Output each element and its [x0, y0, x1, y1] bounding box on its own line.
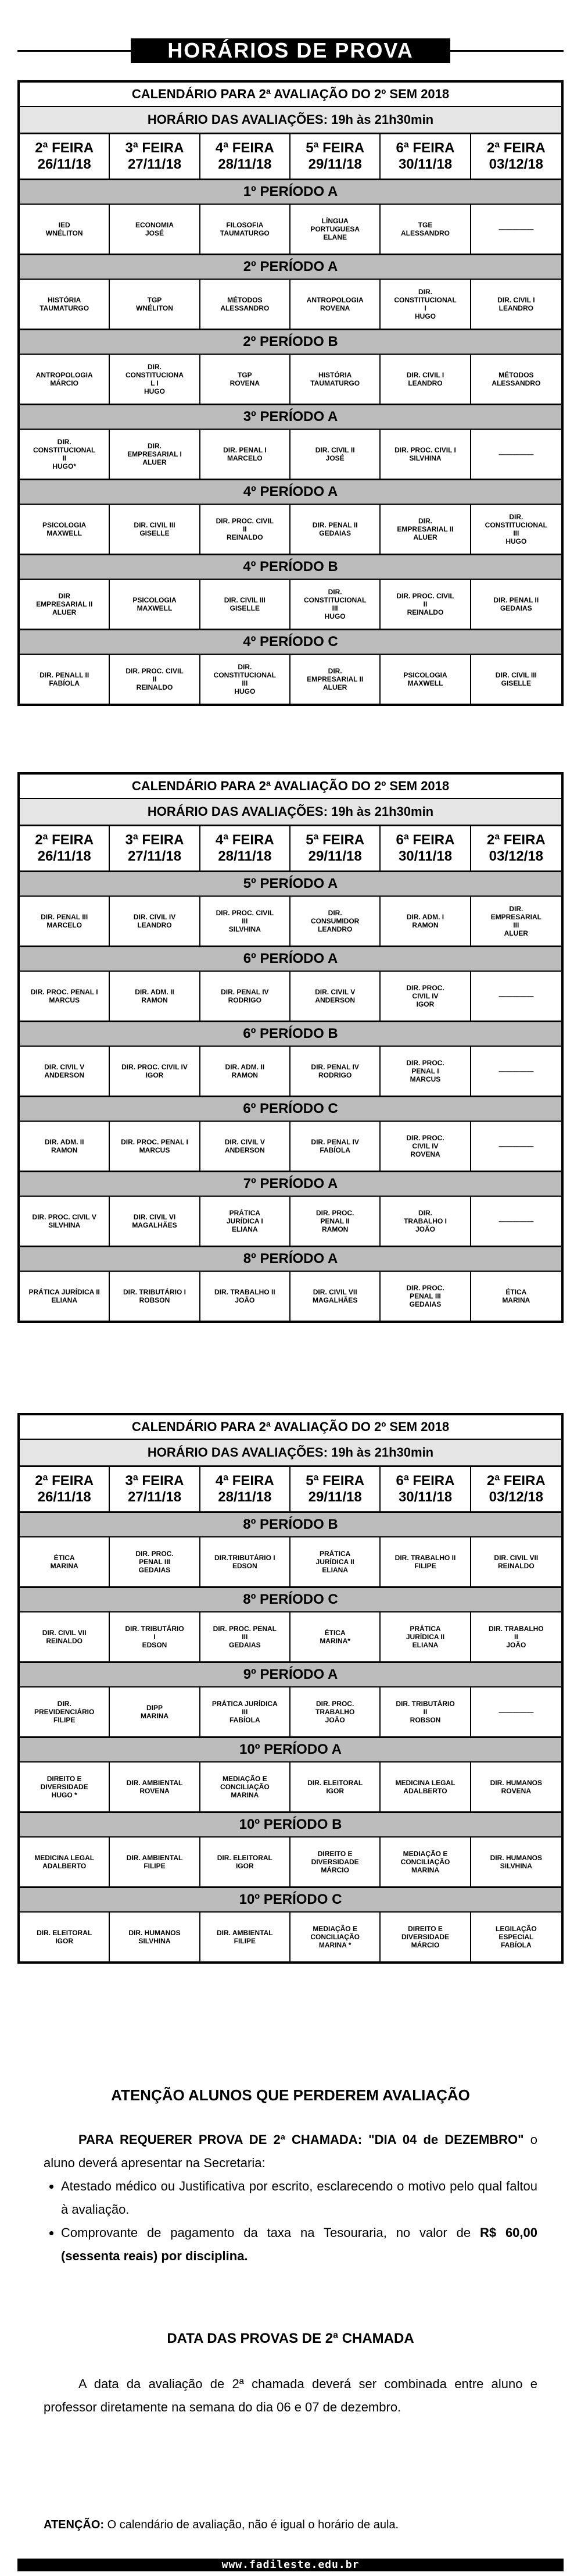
subject-cell: —————	[498, 992, 534, 1000]
weekday-date: 26/11/18	[37, 156, 91, 172]
weekday-header-row	[20, 134, 561, 180]
weekday-date: 27/11/18	[127, 156, 182, 172]
subject-cell: DIREITO E DIVERSIDADE HUGO *	[20, 1762, 110, 1811]
subject-cell: DIR.TRIBUTÁRIO I EDSON	[200, 1537, 290, 1586]
subject-cell: DIR. PROC. CIVIL II REINALDO	[110, 655, 200, 704]
subject-cell: MEDICINA LEGAL ADALBERTO	[20, 1838, 110, 1886]
subject-cell: DIR. CONSTITUCIONAL III HUGO	[485, 513, 547, 545]
notice-block	[44, 2128, 537, 2268]
period-subjects-row	[20, 972, 561, 1022]
subject-cell: DIR. ELEITORAL IGOR	[200, 1838, 290, 1886]
subject-cell: DIR. PROC. CIVIL IV IGOR	[381, 972, 471, 1021]
subject-cell: DIR. CIVIL V ANDERSON	[20, 1047, 110, 1096]
subject-cell: —————	[498, 1217, 534, 1225]
subject-cell: —————	[498, 1142, 534, 1150]
subject-cell: DIR. PROC. CIVIL III SILVHINA	[200, 897, 290, 946]
subject-cell: DIR. PENAL III MARCELO	[20, 897, 110, 946]
weekday-header	[290, 1467, 381, 1511]
subject-cell: ECONOMIA JOSÉ	[110, 205, 200, 254]
calendar-title: CALENDÁRIO PARA 2ª AVALIAÇÃO DO 2º SEM 2018	[20, 83, 561, 107]
subject-cell: PRÁTICA JURÍDICA III FABÍOLA	[200, 1687, 290, 1736]
weekday-date: 30/11/18	[398, 848, 453, 864]
weekday-date: 03/12/18	[489, 1489, 544, 1505]
subject-cell: FILOSOFIA TAUMATURGO	[200, 205, 290, 254]
notice-heading: ATENÇÃO ALUNOS QUE PERDEREM AVALIAÇÃO	[111, 2086, 470, 2104]
weekday-header	[110, 826, 200, 870]
subject-cell: TGP WNÉLITON	[110, 280, 200, 329]
period-subjects-row	[20, 1122, 561, 1172]
calendar-title: CALENDÁRIO PARA 2ª AVALIAÇÃO DO 2º SEM 2018	[20, 775, 561, 799]
subject-cell: DIR. CIVIL VI MAGALHÃES	[110, 1197, 200, 1246]
weekday-date: 03/12/18	[489, 848, 544, 864]
second-call-text: A data da avaliação de 2ª chamada deverá ser combinada entre aluno e professor diretamente na semana do dia 06 e 07 de dezembro.	[44, 2377, 537, 2414]
subject-cell: DIR. PENAL II GEDAIAS	[290, 505, 381, 554]
weekday-date: 03/12/18	[489, 156, 544, 172]
subject-cell: DIR. ADM. II RAMON	[110, 972, 200, 1021]
subject-cell: DIR. CONSUMIDOR LEANDRO	[290, 897, 381, 946]
subject-cell: DIR. EMPRESARIAL III ALUER	[490, 905, 541, 937]
period-header: 1º PERÍODO A	[20, 180, 561, 205]
weekday-header	[290, 826, 381, 870]
subject-cell: LÍNGUA PORTUGUESA ELANE	[290, 205, 381, 254]
subject-cell: DIR. PROC. PENAL I MARCUS	[20, 972, 110, 1021]
period-header: 4º PERÍODO B	[20, 555, 561, 580]
subject-cell: —————	[498, 450, 534, 458]
period-subjects-row	[20, 1537, 561, 1588]
subject-cell: PRÁTICA JURÍDICA II ELIANA	[20, 1272, 110, 1321]
subject-cell: DIR. HUMANOS ROVENA	[490, 1779, 542, 1795]
subject-cell: DIR. PROC. CIVIL II REINALDO	[200, 505, 290, 554]
calendar-hours: HORÁRIO DAS AVALIAÇÕES: 19h às 21h30min	[20, 107, 561, 134]
subject-cell: HISTÓRIA TAUMATURGO	[290, 355, 381, 404]
requirement-text: Comprovante de pagamento da taxa na Tesouraria, no valor de	[61, 2225, 480, 2240]
second-call-block	[44, 2372, 537, 2419]
weekday-header-row	[20, 1467, 561, 1513]
weekday-date: 30/11/18	[398, 156, 453, 172]
period-subjects-row	[20, 205, 561, 255]
weekday-date: 29/11/18	[308, 1489, 362, 1505]
period-header: 4º PERÍODO A	[20, 480, 561, 505]
subject-cell: PRÁTICA JURÍDICA II ELIANA	[381, 1612, 471, 1661]
subject-cell: DIR. CIVIL IV LEANDRO	[110, 897, 200, 946]
weekday-date: 27/11/18	[127, 848, 182, 864]
period-subjects-row	[20, 1197, 561, 1247]
subject-cell: PSICOLOGIA MAXWELL	[110, 580, 200, 629]
period-subjects-row	[20, 1047, 561, 1097]
subject-cell: DIR. PENALL II FABÍOLA	[20, 655, 110, 704]
subject-cell: DIREITO E DIVERSIDADE MÁRCIO	[381, 1913, 471, 1961]
weekday-date: 26/11/18	[37, 1489, 91, 1505]
weekday-name: 6ª FEIRA	[396, 1473, 455, 1489]
subject-cell: DIR. PROC. CIVIL IV IGOR	[110, 1047, 200, 1096]
calendar-sheet-3	[17, 1413, 564, 1964]
weekday-header	[20, 134, 110, 179]
attention-text: O calendário de avaliação, não é igual o horário de aula.	[104, 2518, 399, 2531]
weekday-header-row	[20, 826, 561, 872]
period-header: 10º PERÍODO B	[20, 1813, 561, 1838]
subject-cell: DIR. CIVIL II JOSÉ	[290, 430, 381, 479]
weekday-name: 2ª FEIRA	[35, 832, 94, 848]
page-title: HORÁRIOS DE PROVA	[131, 38, 450, 63]
subject-cell: MEDIAÇÃO E CONCILIAÇÃO MARINA	[381, 1838, 471, 1886]
subject-cell: ÉTICA MARINA*	[290, 1612, 381, 1661]
weekday-header	[381, 134, 471, 179]
subject-cell: DIR. PROC. CIVIL II REINALDO	[381, 580, 471, 629]
subject-cell: DIR. PROC. CIVIL I SILVHINA	[381, 430, 471, 479]
subject-cell: HISTÓRIA TAUMATURGO	[20, 280, 110, 329]
period-header: 8º PERÍODO C	[20, 1588, 561, 1612]
subject-cell: DIR. CIVIL III GISELLE	[110, 505, 200, 554]
calendar-sheet-2	[17, 772, 564, 1323]
weekday-name: 2ª FEIRA	[486, 140, 546, 156]
subject-cell: TGE ALESSANDRO	[381, 205, 471, 254]
weekday-header	[471, 134, 561, 179]
subject-cell: MÉTODOS ALESSANDRO	[492, 371, 541, 387]
weekday-name: 5ª FEIRA	[306, 1473, 365, 1489]
subject-cell: ANTROPOLOGIA ROVENA	[290, 280, 381, 329]
weekday-header	[290, 134, 381, 179]
period-header: 5º PERÍODO A	[20, 872, 561, 897]
subject-cell: DIR. CIVIL I LEANDRO	[381, 355, 471, 404]
subject-cell: DIR. CIVIL V ANDERSON	[200, 1122, 290, 1171]
weekday-name: 4ª FEIRA	[215, 832, 274, 848]
subject-cell: IED WNÉLITON	[20, 205, 110, 254]
period-subjects-row	[20, 580, 561, 630]
notice-intro	[44, 2128, 537, 2175]
weekday-name: 2ª FEIRA	[35, 1473, 94, 1489]
weekday-header	[200, 1467, 290, 1511]
weekday-date: 30/11/18	[398, 1489, 453, 1505]
weekday-date: 28/11/18	[218, 848, 272, 864]
weekday-name: 5ª FEIRA	[306, 832, 365, 848]
subject-cell: DIR. EMPRESARIAL II ALUER	[381, 505, 471, 554]
subject-cell: DIR. CIVIL VII REINALDO	[494, 1554, 539, 1570]
subject-cell: DIR. ELEITORAL IGOR	[20, 1913, 110, 1961]
subject-cell: DIR. EMPRESARIAL II ALUER	[290, 655, 381, 704]
requirement-item	[61, 2221, 537, 2268]
subject-cell: DIR. CIVIL III GISELLE	[495, 671, 537, 687]
calendar-sheet-1	[17, 80, 564, 706]
subject-cell: DIR. PROC. PENAL I MARCUS	[110, 1122, 200, 1171]
subject-cell: DIPP MARINA	[110, 1687, 200, 1736]
attention-note	[44, 2513, 537, 2536]
second-call-heading: DATA DAS PROVAS DE 2ª CHAMADA	[167, 2331, 414, 2346]
subject-cell: DIR. CONSTITUCIONAL III HUGO	[200, 655, 290, 704]
notice-intro-bold: PARA REQUERER PROVA DE 2ª CHAMADA: "DIA 04 de DEZEMBRO"	[78, 2132, 524, 2147]
subject-cell: DIR. PROC. PENAL III GEDAIAS	[200, 1612, 290, 1661]
period-header: 10º PERÍODO C	[20, 1888, 561, 1913]
period-subjects-row	[20, 355, 561, 405]
subject-cell: DIR. PENAL IV RODRIGO	[200, 972, 290, 1021]
period-header: 2º PERÍODO B	[20, 330, 561, 355]
period-subjects-row	[20, 1838, 561, 1888]
subject-cell: —————	[498, 1067, 534, 1075]
calendar-hours: HORÁRIO DAS AVALIAÇÕES: 19h às 21h30min	[20, 799, 561, 826]
period-header: 3º PERÍODO A	[20, 405, 561, 430]
subject-cell: DIR. TRABALHO II JOÃO	[488, 1625, 544, 1649]
period-header: 10º PERÍODO A	[20, 1738, 561, 1762]
weekday-header	[110, 1467, 200, 1511]
weekday-date: 28/11/18	[218, 156, 272, 172]
weekday-name: 3ª FEIRA	[125, 140, 184, 156]
subject-cell: DIR. PENAL II GEDAIAS	[493, 596, 539, 612]
calendar-title: CALENDÁRIO PARA 2ª AVALIAÇÃO DO 2º SEM 2018	[20, 1415, 561, 1440]
subject-cell: DIR. HUMANOS SILVHINA	[490, 1854, 542, 1870]
period-header: 8º PERÍODO A	[20, 1247, 561, 1272]
weekday-header	[471, 1467, 561, 1511]
attention-block	[44, 2513, 537, 2536]
footer-url: www.fadileste.edu.br	[17, 2559, 564, 2571]
weekday-header	[110, 134, 200, 179]
notice-intro-rest: o aluno deverá apresentar na Secretaria:	[44, 2132, 537, 2170]
requirement-item: • Atestado médico ou Justificativa por escrito, esclarecendo o motivo pelo qual faltou à avaliação.	[61, 2175, 537, 2221]
subject-cell: DIR. ADM. I RAMON	[381, 897, 471, 946]
weekday-header	[381, 826, 471, 870]
requirement-fee: R$ 60,00 (sessenta reais) por disciplina.	[61, 2225, 538, 2263]
weekday-header	[381, 1467, 471, 1511]
subject-cell: DIR. CIVIL I LEANDRO	[497, 296, 535, 312]
subject-cell: PSICOLOGIA MAXWELL	[381, 655, 471, 704]
weekday-name: 3ª FEIRA	[125, 832, 184, 848]
period-subjects-row	[20, 1272, 561, 1321]
period-header: 6º PERÍODO B	[20, 1022, 561, 1047]
subject-cell: DIR. ADM. II RAMON	[200, 1047, 290, 1096]
subject-cell: DIR. TRABALHO II FILIPE	[381, 1537, 471, 1586]
weekday-date: 29/11/18	[308, 156, 362, 172]
period-subjects-row	[20, 430, 561, 480]
weekday-header	[471, 826, 561, 870]
subject-cell: DIR. PROC. PENAL II RAMON	[290, 1197, 381, 1246]
subject-cell: MEDIAÇÃO E CONCILIAÇÃO MARINA	[200, 1762, 290, 1811]
weekday-name: 4ª FEIRA	[215, 1473, 274, 1489]
subject-cell: DIR. CIVIL VII REINALDO	[20, 1612, 110, 1661]
subject-cell: TGP ROVENA	[200, 355, 290, 404]
weekday-header	[200, 826, 290, 870]
weekday-name: 3ª FEIRA	[125, 1473, 184, 1489]
subject-cell: DIR. PENAL IV FABÍOLA	[290, 1122, 381, 1171]
subject-cell: DIR. PENAL IV RODRIGO	[290, 1047, 381, 1096]
subject-cell: DIREITO E DIVERSIDADE MÁRCIO	[290, 1838, 381, 1886]
subject-cell: DIR. PROC. TRABALHO JOÃO	[290, 1687, 381, 1736]
subject-cell: DIR. PENAL I MARCELO	[200, 430, 290, 479]
subject-cell: DIR. PROC. PENAL I MARCUS	[381, 1047, 471, 1096]
period-subjects-row	[20, 655, 561, 704]
weekday-name: 5ª FEIRA	[306, 140, 365, 156]
weekday-name: 2ª FEIRA	[35, 140, 94, 156]
period-header: 4º PERÍODO C	[20, 630, 561, 655]
period-header: 6º PERÍODO C	[20, 1097, 561, 1122]
period-header: 6º PERÍODO A	[20, 947, 561, 972]
period-header: 8º PERÍODO B	[20, 1513, 561, 1537]
weekday-date: 27/11/18	[127, 1489, 182, 1505]
period-subjects-row	[20, 280, 561, 330]
subject-cell: DIR. AMBIENTAL ROVENA	[110, 1762, 200, 1811]
subject-cell: DIR. AMBIENTAL FILIPE	[200, 1913, 290, 1961]
period-header: 2º PERÍODO A	[20, 255, 561, 280]
weekday-date: 29/11/18	[308, 848, 362, 864]
subject-cell: ANTROPOLOGIA MÁRCIO	[20, 355, 110, 404]
weekday-name: 4ª FEIRA	[215, 140, 274, 156]
subject-cell: MEDICINA LEGAL ADALBERTO	[381, 1762, 471, 1811]
subject-cell: DIR. CONSTITUCIONAL II HUGO*	[20, 430, 110, 479]
subject-cell: DIR. CIVIL III GISELLE	[200, 580, 290, 629]
subject-cell: DIR. PROC. CIVIL V SILVHINA	[20, 1197, 110, 1246]
notice-requirements	[44, 2175, 537, 2268]
subject-cell: DIR. TRIBUTÁRIO II ROBSON	[381, 1687, 471, 1736]
subject-cell: —————	[498, 225, 534, 233]
subject-cell: PSICOLOGIA MAXWELL	[20, 505, 110, 554]
subject-cell: PRÁTICA JURÍDICA II ELIANA	[290, 1537, 381, 1586]
subject-cell: —————	[498, 1708, 534, 1716]
subject-cell: DIR. EMPRESARIAL I ALUER	[110, 430, 200, 479]
subject-cell: DIR. PREVIDENCIÁRIO FILIPE	[20, 1687, 110, 1736]
subject-cell: DIR. PROC. CIVIL IV ROVENA	[381, 1122, 471, 1171]
subject-cell: DIR. CONSTITUCIONAL III HUGO	[290, 580, 381, 629]
weekday-name: 6ª FEIRA	[396, 832, 455, 848]
period-subjects-row	[20, 1762, 561, 1813]
subject-cell: DIR. CONSTITUCIONA L I HUGO	[110, 355, 200, 404]
period-subjects-row	[20, 505, 561, 555]
subject-cell: DIR. TRABALHO I JOÃO	[381, 1197, 471, 1246]
subject-cell: DIR. HUMANOS SILVHINA	[110, 1913, 200, 1961]
subject-cell: DIR. PROC. PENAL III GEDAIAS	[381, 1272, 471, 1321]
subject-cell: DIR EMPRESARIAL II ALUER	[20, 580, 110, 629]
weekday-name: 6ª FEIRA	[396, 140, 455, 156]
subject-cell: MEDIAÇÃO E CONCILIAÇÃO MARINA *	[290, 1913, 381, 1961]
subject-cell: DIR. CONSTITUCIONAL I HUGO	[381, 280, 471, 329]
weekday-name: 2ª FEIRA	[486, 832, 546, 848]
subject-cell: DIR. CIVIL VII MAGALHÃES	[290, 1272, 381, 1321]
period-header: 7º PERÍODO A	[20, 1172, 561, 1197]
subject-cell: DIR. ADM. II RAMON	[20, 1122, 110, 1171]
period-header: 9º PERÍODO A	[20, 1663, 561, 1687]
period-subjects-row	[20, 1687, 561, 1738]
subject-cell: DIR. CIVIL V ANDERSON	[290, 972, 381, 1021]
weekday-header	[20, 826, 110, 870]
weekday-header	[20, 1467, 110, 1511]
period-subjects-row	[20, 897, 561, 947]
subject-cell: DIR. TRIBUTÁRIO I EDSON	[110, 1612, 200, 1661]
calendar-hours: HORÁRIO DAS AVALIAÇÕES: 19h às 21h30min	[20, 1440, 561, 1467]
attention-label: ATENÇÃO:	[44, 2518, 105, 2531]
subject-cell: DIR. ELEITORAL IGOR	[290, 1762, 381, 1811]
subject-cell: ÉTICA MARINA	[20, 1537, 110, 1586]
subject-cell: DIR. TRABALHO II JOÃO	[200, 1272, 290, 1321]
weekday-date: 28/11/18	[218, 1489, 272, 1505]
subject-cell: ÉTICA MARINA	[502, 1288, 530, 1304]
subject-cell: MÉTODOS ALESSANDRO	[200, 280, 290, 329]
subject-cell: LEGILAÇÃO ESPECIAL FABÍOLA	[495, 1925, 537, 1949]
weekday-header	[200, 134, 290, 179]
weekday-date: 26/11/18	[37, 848, 91, 864]
subject-cell: DIR. PROC. PENAL III GEDAIAS	[110, 1537, 200, 1586]
weekday-name: 2ª FEIRA	[486, 1473, 546, 1489]
period-subjects-row	[20, 1913, 561, 1961]
subject-cell: PRÁTICA JURÍDICA I ELIANA	[200, 1197, 290, 1246]
period-subjects-row	[20, 1612, 561, 1663]
subject-cell: DIR. TRIBUTÁRIO I ROBSON	[110, 1272, 200, 1321]
subject-cell: DIR. AMBIENTAL FILIPE	[110, 1838, 200, 1886]
